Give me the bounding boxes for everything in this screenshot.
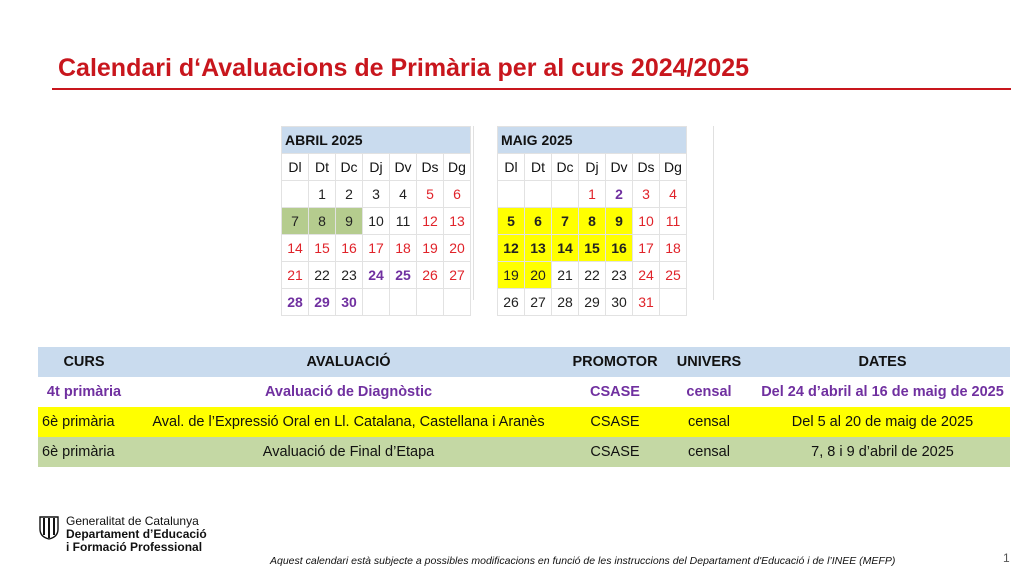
calendar-day: 12 xyxy=(498,235,525,262)
weekday-label: Dc xyxy=(552,154,579,181)
senyera-icon xyxy=(38,516,60,540)
calendar-week xyxy=(282,208,471,235)
calendar-day: 9 xyxy=(606,208,633,235)
calendar-day: 5 xyxy=(417,181,444,208)
weekday-label: Dv xyxy=(606,154,633,181)
logo-line-1: Generalitat de Catalunya xyxy=(66,514,199,528)
calendar-day: 23 xyxy=(606,262,633,289)
calendar-day: 25 xyxy=(390,262,417,289)
calendar-empty-cell xyxy=(444,289,471,316)
weekday-label: Dg xyxy=(444,154,471,181)
calendar-week xyxy=(498,262,687,289)
calendar-day: 8 xyxy=(309,208,336,235)
row-univers: censal xyxy=(663,407,755,437)
calendar-week xyxy=(282,262,471,289)
row-avaluacio: Avaluació de Diagnòstic xyxy=(264,384,433,400)
row-promotor: CSASE xyxy=(567,407,663,437)
calendar-day: 31 xyxy=(633,289,660,316)
calendar-empty-cell xyxy=(660,289,687,316)
calendar-day: 24 xyxy=(633,262,660,289)
calendar-week xyxy=(282,181,471,208)
page-number: 1 xyxy=(1003,551,1010,565)
calendar-day: 25 xyxy=(660,262,687,289)
calendar-day: 2 xyxy=(606,181,633,208)
calendar-day: 1 xyxy=(309,181,336,208)
header-avaluacio: AVALUACIÓ xyxy=(130,347,567,377)
title-divider xyxy=(52,88,1011,90)
calendar-day: 28 xyxy=(282,289,309,316)
calendar-divider xyxy=(473,126,474,300)
header-univers: UNIVERS xyxy=(663,347,755,377)
calendar-empty-cell xyxy=(417,289,444,316)
calendar-day: 21 xyxy=(552,262,579,289)
header-dates: DATES xyxy=(755,347,1010,377)
weekday-label: Dv xyxy=(390,154,417,181)
calendar-day: 11 xyxy=(390,208,417,235)
calendar-divider xyxy=(713,126,714,300)
calendar-day: 23 xyxy=(336,262,363,289)
calendar-day: 30 xyxy=(606,289,633,316)
row-avaluacio: Avaluació de Final d’Etapa xyxy=(130,437,567,467)
table-row xyxy=(38,437,1010,467)
page-title: Calendari d‘Avaluacions de Primària per al curs 2024/2025 xyxy=(58,54,750,82)
calendar-day: 17 xyxy=(363,235,390,262)
calendar-day: 26 xyxy=(498,289,525,316)
footnote: Aquest calendari està subjecte a possibles modificacions en funció de les instruccions del Departament d'Educació i de l’INEE (MEFP) xyxy=(270,555,896,567)
calendar-day: 16 xyxy=(606,235,633,262)
table-row xyxy=(38,377,1010,407)
weekday-label: Dc xyxy=(336,154,363,181)
calendar-day: 30 xyxy=(336,289,363,316)
calendar-day: 15 xyxy=(579,235,606,262)
calendar-empty-cell xyxy=(498,181,525,208)
calendar-day: 10 xyxy=(633,208,660,235)
calendar-day: 29 xyxy=(579,289,606,316)
calendar-day: 3 xyxy=(633,181,660,208)
row-dates: Del 5 al 20 de maig de 2025 xyxy=(755,407,1010,437)
calendar-day: 18 xyxy=(660,235,687,262)
calendar-day: 8 xyxy=(579,208,606,235)
evaluations-table xyxy=(38,347,1010,467)
calendar-day: 21 xyxy=(282,262,309,289)
calendar-empty-cell xyxy=(390,289,417,316)
calendar-day: 14 xyxy=(552,235,579,262)
calendar-day: 4 xyxy=(660,181,687,208)
calendar-day: 13 xyxy=(444,208,471,235)
row-promotor: CSASE xyxy=(590,384,640,400)
calendar-week xyxy=(282,289,471,316)
row-promotor: CSASE xyxy=(567,437,663,467)
row-curs: 6è primària xyxy=(38,407,130,437)
calendar-empty-cell xyxy=(282,181,309,208)
calendar-month-title: MAIG 2025 xyxy=(498,127,687,154)
row-univers: censal xyxy=(663,437,755,467)
table-header-row xyxy=(38,347,1010,377)
weekday-label: Dl xyxy=(498,154,525,181)
calendar-day: 20 xyxy=(444,235,471,262)
logo-line-2: Departament d’Educació xyxy=(66,527,207,541)
calendar-day: 28 xyxy=(552,289,579,316)
calendar-day: 20 xyxy=(525,262,552,289)
calendar-april xyxy=(281,126,471,316)
weekday-label: Dg xyxy=(660,154,687,181)
row-curs: 4t primària xyxy=(46,384,122,400)
row-univers: censal xyxy=(686,384,732,400)
calendar-day: 12 xyxy=(417,208,444,235)
calendar-empty-cell xyxy=(552,181,579,208)
calendar-day: 7 xyxy=(282,208,309,235)
calendar-week xyxy=(498,208,687,235)
weekday-header-row xyxy=(498,154,687,181)
calendar-day: 18 xyxy=(390,235,417,262)
calendar-day: 9 xyxy=(336,208,363,235)
calendar-day: 29 xyxy=(309,289,336,316)
calendar-day: 27 xyxy=(525,289,552,316)
weekday-header-row xyxy=(282,154,471,181)
calendar-day: 26 xyxy=(417,262,444,289)
calendar-month-title: ABRIL 2025 xyxy=(282,127,471,154)
calendar-day: 13 xyxy=(525,235,552,262)
logo-line-3: i Formació Professional xyxy=(66,540,203,554)
calendar-day: 16 xyxy=(336,235,363,262)
calendar-day: 15 xyxy=(309,235,336,262)
calendar-week xyxy=(498,181,687,208)
calendar-day: 22 xyxy=(309,262,336,289)
calendar-week xyxy=(498,235,687,262)
weekday-label: Ds xyxy=(417,154,444,181)
calendar-day: 19 xyxy=(498,262,525,289)
calendar-day: 4 xyxy=(390,181,417,208)
header-promotor: PROMOTOR xyxy=(567,347,663,377)
calendar-day: 10 xyxy=(363,208,390,235)
weekday-label: Dt xyxy=(525,154,552,181)
calendar-week xyxy=(498,289,687,316)
calendar-day: 1 xyxy=(579,181,606,208)
header-curs: CURS xyxy=(38,347,130,377)
calendar-empty-cell xyxy=(363,289,390,316)
weekday-label: Dl xyxy=(282,154,309,181)
calendar-day: 7 xyxy=(552,208,579,235)
row-dates: 7, 8 i 9 d’abril de 2025 xyxy=(755,437,1010,467)
calendar-day: 3 xyxy=(363,181,390,208)
calendar-empty-cell xyxy=(525,181,552,208)
weekday-label: Dj xyxy=(363,154,390,181)
weekday-label: Dj xyxy=(579,154,606,181)
row-dates: Del 24 d’abril al 16 de maig de 2025 xyxy=(761,384,1004,400)
calendar-day: 5 xyxy=(498,208,525,235)
weekday-label: Dt xyxy=(309,154,336,181)
calendar-day: 6 xyxy=(525,208,552,235)
calendar-day: 24 xyxy=(363,262,390,289)
calendar-day: 17 xyxy=(633,235,660,262)
table-row xyxy=(38,407,1010,437)
row-curs: 6è primària xyxy=(38,437,130,467)
calendar-day: 11 xyxy=(660,208,687,235)
calendar-day: 19 xyxy=(417,235,444,262)
calendar-day: 22 xyxy=(579,262,606,289)
calendar-may xyxy=(497,126,687,316)
calendar-day: 27 xyxy=(444,262,471,289)
row-avaluacio: Aval. de l’Expressió Oral en Ll. Catalana, Castellana i Aranès xyxy=(130,407,567,437)
calendar-week xyxy=(282,235,471,262)
calendar-day: 14 xyxy=(282,235,309,262)
calendar-day: 2 xyxy=(336,181,363,208)
weekday-label: Ds xyxy=(633,154,660,181)
calendar-day: 6 xyxy=(444,181,471,208)
